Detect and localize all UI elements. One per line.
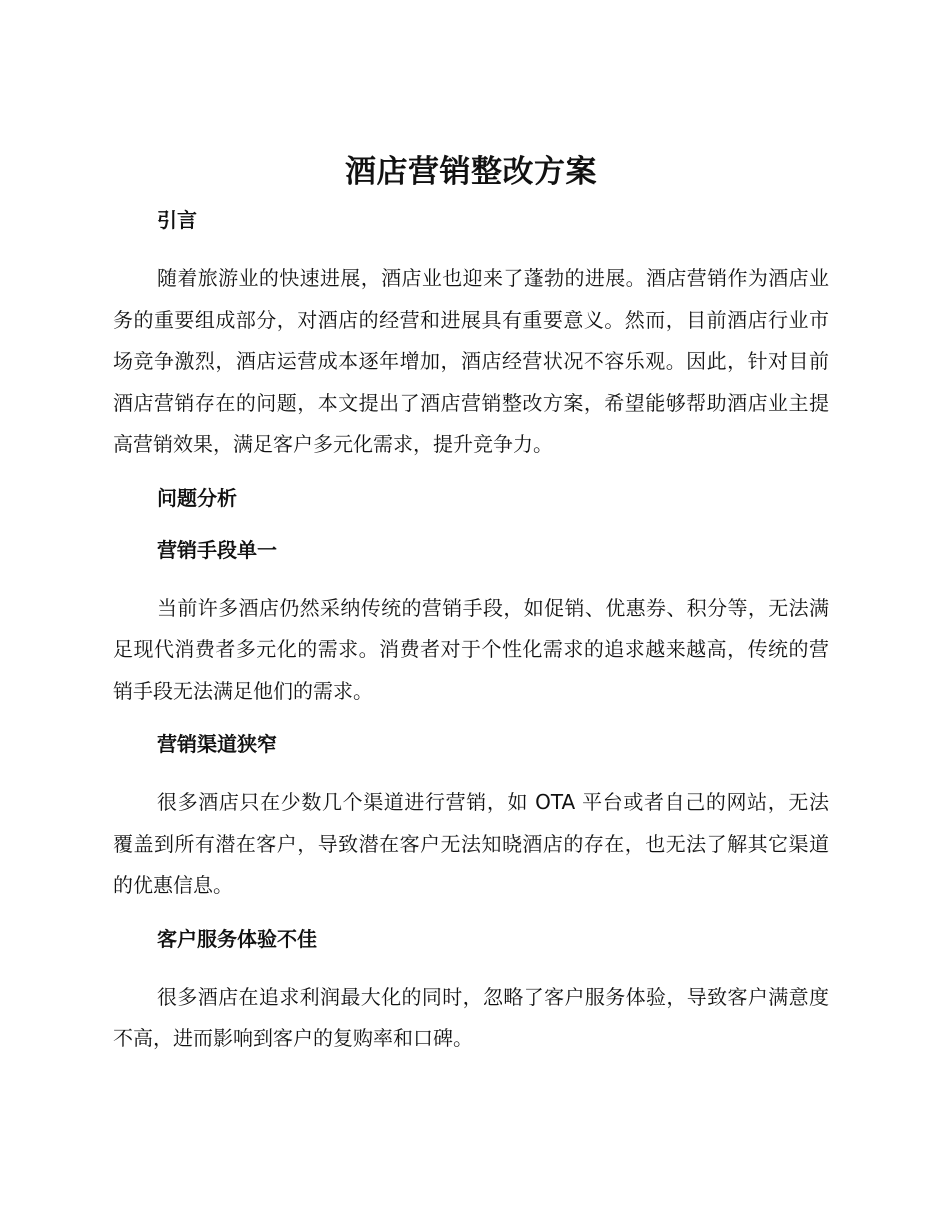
spacer — [113, 466, 829, 484]
section-heading-narrow-marketing-channels: 营销渠道狭窄 — [157, 732, 277, 756]
spacer — [113, 712, 829, 730]
spacer — [113, 758, 829, 782]
spacer — [113, 512, 829, 536]
spacer — [113, 907, 829, 925]
section-heading-introduction: 引言 — [157, 208, 197, 232]
section-heading-poor-customer-service: 客户服务体验不佳 — [157, 926, 317, 951]
section-heading-single-marketing-means: 营销手段单一 — [157, 537, 277, 562]
section-paragraph-introduction: 随着旅游业的快速进展，酒店业也迎来了蓬勃的进展。酒店营销作为酒店业务的重要组成部分，对酒店的经营和进展具有重要意义。然而，目前酒店行业市场竞争激烈，酒店运营成本逐年增加，酒店经营状况不容乐观。因此，针对目前酒店营销存在的问题，本文提出了酒店营销整改方案，希望能够帮助酒店业主提高营销效果，满足客户多元化需求，提升竞争力。 — [113, 266, 829, 456]
section-paragraph-single-marketing-means: 当前许多酒店仍然采纳传统的营销手段，如促销、优惠券、积分等，无法满足现代消费者多元化的需求。消费者对于个性化需求的追求越来越高，传统的营销手段无法满足他们的需求。 — [113, 595, 829, 703]
spacer — [113, 234, 829, 258]
section-paragraph-poor-customer-service: 很多酒店在追求利润最大化的同时，忽略了客户服务体验，导致客户满意度不高，进而影响到客户的复购率和口碑。 — [113, 984, 829, 1050]
section-paragraph-narrow-marketing-channels: 很多酒店只在少数几个渠道进行营销，如 OTA 平台或者自己的网站，无法覆盖到所有潜在客户，导致潜在客户无法知晓酒店的存在，也无法了解其它渠道的优惠信息。 — [113, 790, 829, 897]
document-page — [113, 150, 829, 1060]
section-heading-problem-analysis: 问题分析 — [157, 485, 237, 510]
spacer — [113, 564, 829, 588]
document-title: 酒店营销整改方案 — [345, 154, 597, 190]
spacer — [113, 953, 829, 977]
